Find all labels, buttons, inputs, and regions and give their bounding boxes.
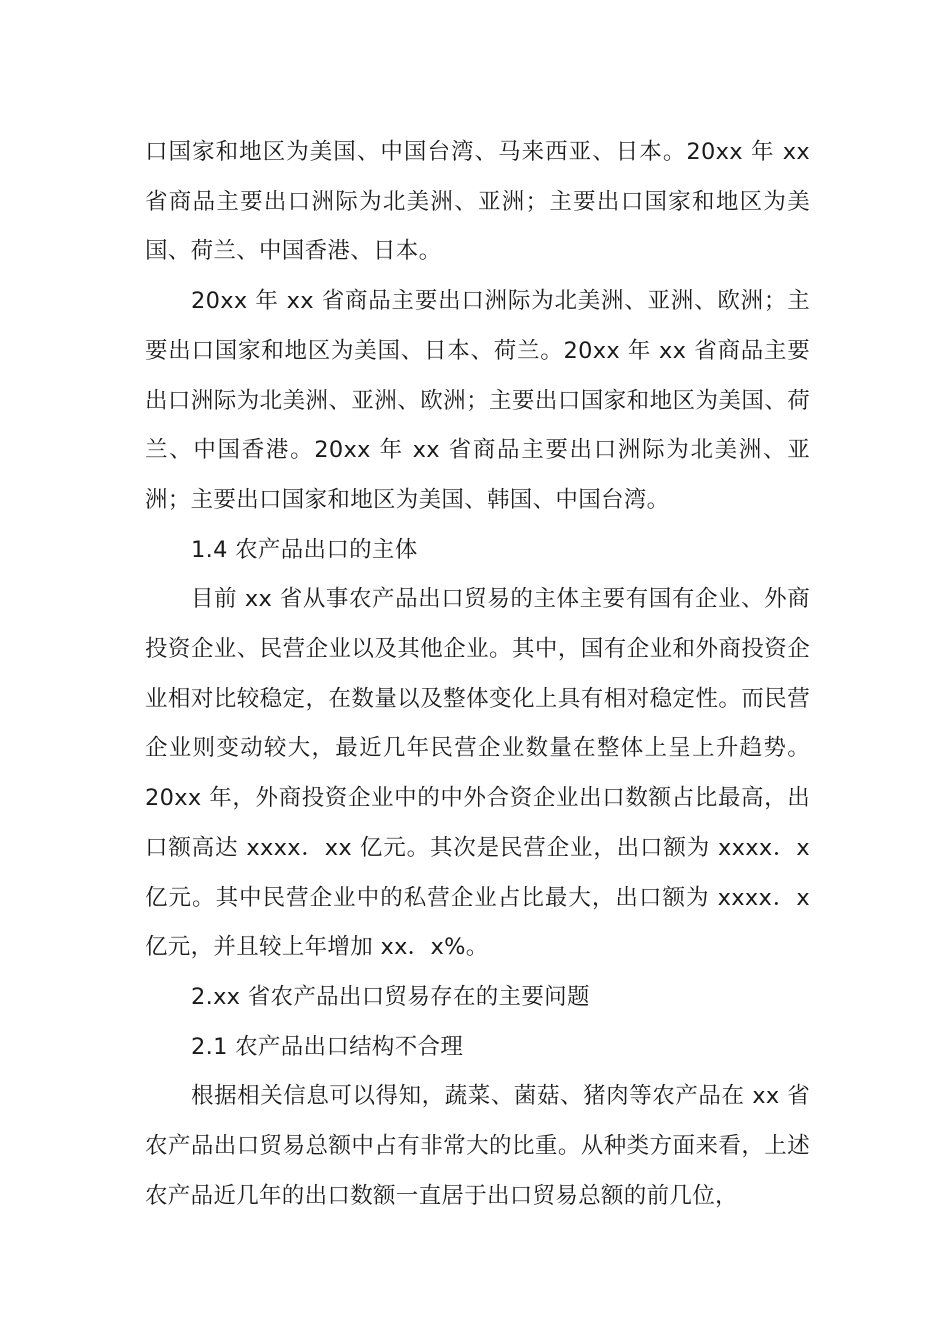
- paragraph-continuation: 口国家和地区为美国、中国台湾、马来西亚、日本。20xx 年 xx 省商品主要出口洲际为北美洲、亚洲；主要出口国家和地区为美国、荷兰、中国香港、日本。: [145, 139, 810, 265]
- paragraph-export-structure: 根据相关信息可以得知，蔬菜、菌菇、猪肉等农产品在 xx 省农产品出口贸易总额中占有非常大的比重。从种类方面来看，上述农产品近几年的出口数额一直居于出口贸易总额的前几位，: [145, 1083, 810, 1209]
- paragraph-export-regions: 20xx 年 xx 省商品主要出口洲际为北美洲、亚洲、欧洲；主要出口国家和地区为美国、日本、荷兰。20xx 年 xx 省商品主要出口洲际为北美洲、亚洲、欧洲；主要出口国家和地区为美国、荷兰、中国香港。20xx 年 xx 省商品主要出口洲际为北美洲、亚洲；主要出口国家和地区为美国、韩国、中国台湾。: [145, 288, 810, 513]
- paragraph-export-entities: 目前 xx 省从事农产品出口贸易的主体主要有国有企业、外商投资企业、民营企业以及其他企业。其中，国有企业和外商投资企业相对比较稳定，在数量以及整体变化上具有相对稳定性。而民营企业则变动较大，最近几年民营企业数量在整体上呈上升趋势。20xx 年，外商投资企业中的中外合资企业出口数额占比最高，出口额高达 xxxx．xx 亿元。其次是民营企业，出口额为 xxxx．x 亿元。其中民营企业中的私营企业占比最大，出口额为 xxxx．x 亿元，并且较上年增加 xx．x%。: [145, 586, 810, 961]
- document-body: [145, 128, 810, 1221]
- section-heading-2-1: 2.1 农产品出口结构不合理: [191, 1033, 464, 1060]
- section-heading-2: 2.xx 省农产品出口贸易存在的主要问题: [191, 983, 590, 1010]
- section-heading-1-4: 1.4 农产品出口的主体: [191, 536, 418, 563]
